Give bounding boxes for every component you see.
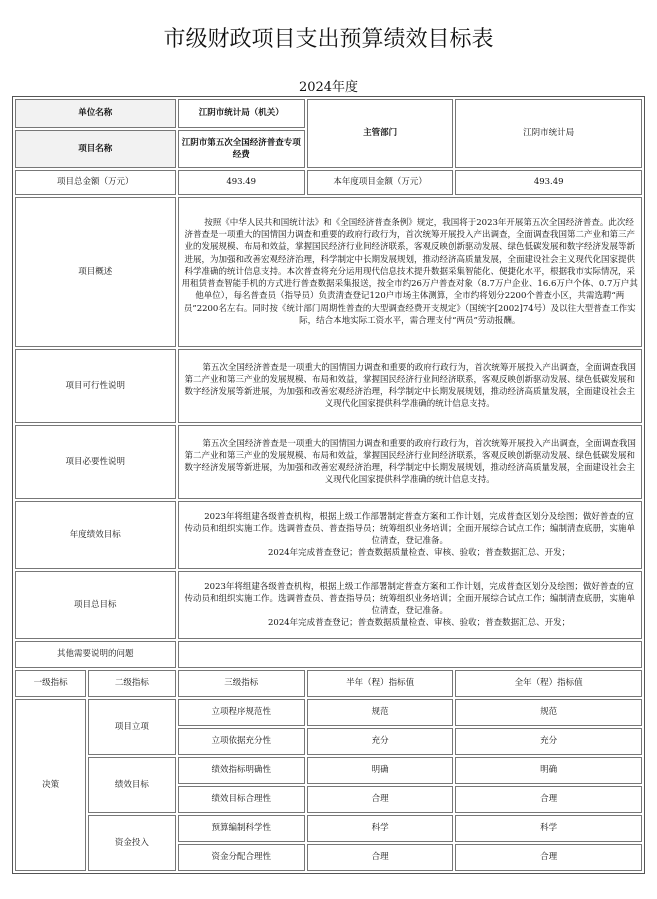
level3-indicator: 立项程序规范性 — [178, 699, 305, 726]
annual-goal-paragraph: 2024年完成普查登记；普查数据质量检查、审核、验收；普查数据汇总、开发； — [268, 548, 571, 559]
feasibility-text — [178, 349, 643, 423]
section-row — [15, 425, 642, 499]
indicator-row — [15, 757, 642, 784]
indicator-header-row — [15, 670, 642, 697]
annual-goal-paragraph: 2023年将组建各级普查机构，根据上级工作部署制定普查方案和工作计划，完成普查区划分及绘图；做好普查的宣传动员和组织实施工作。选调普查员、普查指导员；统筹组织业务培训；全面开展综合试点工作；编制清查底册，实施单位清查，登记准备。 — [184, 511, 635, 546]
section-row — [15, 197, 642, 347]
supervisor-dept-value: 江阴市统计局 — [455, 99, 642, 168]
level2-performance-goal: 绩效目标 — [88, 757, 175, 813]
total-goal-paragraph: 2024年完成普查登记；普查数据质量检查、审核、验收；普查数据汇总、开发； — [268, 618, 571, 629]
half-year-value: 规范 — [307, 699, 453, 726]
overview-paragraph: 按照《中华人民共和国统计法》和《全国经济普查条例》规定，我国将于2023年开展第五次全国经济普查。此次经济普查是一项重大的国情国力调查和重要的政府行政行为，首次统筹开展投入产出调查，全面调查我国第二产业和第三产业的发展规模、布局和效益，掌握国民经济行业间经济联系，客观反映创新驱动发展、绿色低碳发展和数字经济发展等新进展，为加强和改善宏观经济治理，科学制定中长期发展规划，推动经济高质量发展，全面建设社会主义现代化国家提供科学准确的统计信息支持。本次普查将充分运用现代信息技术提升数据采集智能化、便捷化水平，根据我市实际情况，采用租赁普查智能手机的方式进行普查数据采集报送，按全市约26万户普查对象（8.7万户企业、16.6万户个体、0.7万户其他单位），每名普查员（指导员）负责清查登记120户市场主体测算，全市约将划分2200个普查小区，共需选聘“两员”2200名左右。同时按《统计部门周期性普查的大型调查经费开支规定》（国统字[2002]74号）及以往大型普查工作实际，结合本地实际工资水平，需合理支付“两员”劳动报酬。 — [181, 218, 638, 326]
full-year-value: 规范 — [455, 699, 642, 726]
half-year-value: 合理 — [307, 786, 453, 813]
fiscal-year: 2024年度 — [298, 80, 359, 95]
level3-indicator: 资金分配合理性 — [178, 844, 305, 871]
feasibility-paragraph: 第五次全国经济普查是一项重大的国情国力调查和重要的政府行政行为，首次统筹开展投入产出调查，全面调查我国第二产业和第三产业的发展规模、布局和效益，掌握国民经济行业间经济联系，客观反映创新驱动发展、绿色低碳发展和数字经济发展等新进展，为加强和改善宏观经济治理，科学制定中长期发展规划，推动经济高质量发展，全面建设社会主义现代化国家提供科学准确的统计信息支持。 — [184, 362, 636, 410]
full-year-value: 明确 — [455, 757, 642, 784]
other-notes-label: 其他需要说明的问题 — [15, 641, 176, 668]
section-row — [15, 571, 642, 639]
half-year-value: 合理 — [307, 844, 453, 871]
full-year-value: 充分 — [455, 728, 642, 755]
amount-row — [15, 170, 642, 195]
project-name-label: 项目名称 — [15, 130, 176, 168]
other-notes-row — [15, 641, 642, 668]
total-amount-value: 493.49 — [178, 170, 305, 195]
full-year-value: 合理 — [455, 786, 642, 813]
annual-goal-text — [178, 501, 643, 569]
total-goal-label: 项目总目标 — [15, 571, 176, 639]
header-level3: 三级指标 — [178, 670, 305, 697]
level1-decision: 决策 — [15, 699, 86, 871]
level2-project-approval: 项目立项 — [88, 699, 175, 755]
annual-amount-label: 本年度项目金额（万元） — [307, 170, 453, 195]
level2-funding-input: 资金投入 — [88, 815, 175, 871]
annual-goal-label: 年度绩效目标 — [15, 501, 176, 569]
level3-indicator: 预算编制科学性 — [178, 815, 305, 842]
header-level1: 一级指标 — [15, 670, 86, 697]
overview-text — [178, 197, 643, 347]
unit-name-label: 单位名称 — [15, 99, 176, 128]
level3-indicator: 绩效目标合理性 — [178, 786, 305, 813]
feasibility-label: 项目可行性说明 — [15, 349, 176, 423]
necessity-paragraph: 第五次全国经济普查是一项重大的国情国力调查和重要的政府行政行为，首次统筹开展投入产出调查，全面调查我国第二产业和第三产业的发展规模、布局和效益，掌握国民经济行业间经济联系，客观反映创新驱动发展、绿色低碳发展和数字经济发展等新进展，为加强和改善宏观经济治理，科学制定中长期发展规划，推动经济高质量发展，全面建设社会主义现代化国家提供科学准确的统计信息支持。 — [184, 438, 636, 486]
indicator-row — [15, 815, 642, 842]
necessity-label: 项目必要性说明 — [15, 425, 176, 499]
half-year-value: 科学 — [307, 815, 453, 842]
total-goal-text — [178, 571, 643, 639]
other-notes-value — [178, 641, 643, 668]
supervisor-dept-label: 主管部门 — [307, 99, 453, 168]
overview-label: 项目概述 — [15, 197, 176, 347]
full-year-value: 科学 — [455, 815, 642, 842]
total-amount-label: 项目总金额（万元） — [15, 170, 176, 195]
unit-row — [15, 99, 642, 128]
performance-target-table — [12, 96, 645, 874]
unit-name-value: 江阴市统计局（机关） — [178, 99, 305, 128]
level3-indicator: 立项依据充分性 — [178, 728, 305, 755]
half-year-value: 充分 — [307, 728, 453, 755]
header-full-year: 全年（程）指标值 — [455, 670, 642, 697]
full-year-value: 合理 — [455, 844, 642, 871]
section-row — [15, 501, 642, 569]
necessity-text — [178, 425, 643, 499]
page-title: 市级财政项目支出预算绩效目标表 — [163, 27, 494, 52]
total-goal-paragraph: 2023年将组建各级普查机构，根据上级工作部署制定普查方案和工作计划，完成普查区划分及绘图；做好普查的宣传动员和组织实施工作。选调普查员、普查指导员；统筹组织业务培训；全面开展综合试点工作；编制清查底册，实施单位清查，登记准备。 — [184, 581, 635, 616]
level3-indicator: 绩效指标明确性 — [178, 757, 305, 784]
section-row — [15, 349, 642, 423]
indicator-row — [15, 699, 642, 726]
annual-amount-value: 493.49 — [455, 170, 642, 195]
header-level2: 二级指标 — [88, 670, 175, 697]
half-year-value: 明确 — [307, 757, 453, 784]
project-name-value: 江阴市第五次全国经济普查专项经费 — [178, 130, 305, 168]
header-half-year: 半年（程）指标值 — [307, 670, 453, 697]
